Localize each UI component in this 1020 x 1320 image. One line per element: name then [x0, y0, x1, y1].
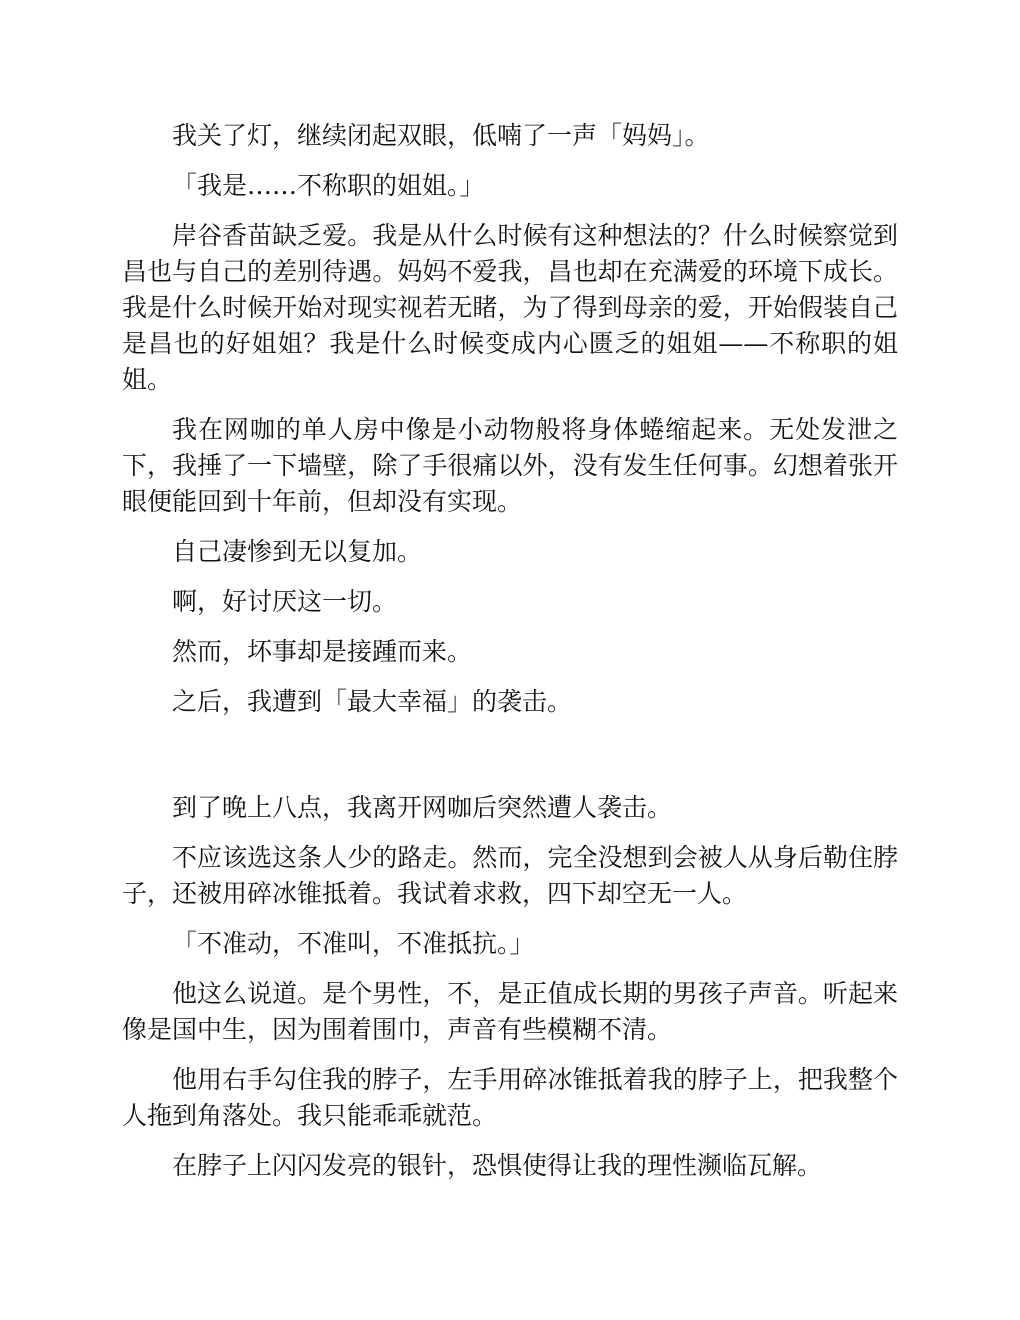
paragraph: 我在网咖的单人房中像是小动物般将身体蜷缩起来。无处发泄之下，我捶了一下墙壁，除了手很痛以外，没有发生任何事。幻想着张开眼便能回到十年前，但却没有实现。 — [122, 415, 898, 516]
text-section-1 — [122, 118, 898, 734]
paragraph: 他用右手勾住我的脖子，左手用碎冰锥抵着我的脖子上，把我整个人拖到角落处。我只能乖乖就范。 — [122, 1065, 898, 1130]
paragraph: 在脖子上闪闪发亮的银针，恐惧使得让我的理性濒临瓦解。 — [172, 1151, 823, 1180]
paragraph: 不应该选这条人少的路走。然而，完全没想到会被人从身后勒住脖子，还被用碎冰锥抵着。我试着求救，四下却空无一人。 — [122, 843, 898, 908]
paragraph: 啊，好讨厌这一切。 — [172, 587, 398, 616]
paragraph: 之后，我遭到「最大幸福」的袭击。 — [172, 687, 573, 716]
paragraph: 岸谷香苗缺乏爱。我是从什么时候有这种想法的？什么时候察觉到昌也与自己的差别待遇。妈妈不爱我，昌也却在充满爱的环境下成长。我是什么时候开始对现实视若无睹，为了得到母亲的爱，开始假装自己是昌也的好姐姐？我是什么时候变成内心匮乏的姐姐——不称职的姐姐。 — [122, 221, 898, 394]
paragraph: 他这么说道。是个男性，不，是正值成长期的男孩子声音。听起来像是国中生，因为围着围巾，声音有些模糊不清。 — [122, 979, 898, 1044]
paragraph: 自己凄惨到无以复加。 — [172, 537, 423, 566]
paragraph: 到了晚上八点，我离开网咖后突然遭人袭击。 — [172, 793, 673, 822]
paragraph: 我关了灯，继续闭起双眼，低喃了一声「妈妈」。 — [172, 121, 710, 150]
text-section-2 — [122, 790, 898, 1198]
paragraph: 然而，坏事却是接踵而来。 — [172, 637, 473, 666]
paragraph: 「我是……不称职的姐姐。」 — [172, 171, 485, 200]
paragraph: 「不准动，不准叫，不准抵抗。」 — [172, 929, 535, 958]
